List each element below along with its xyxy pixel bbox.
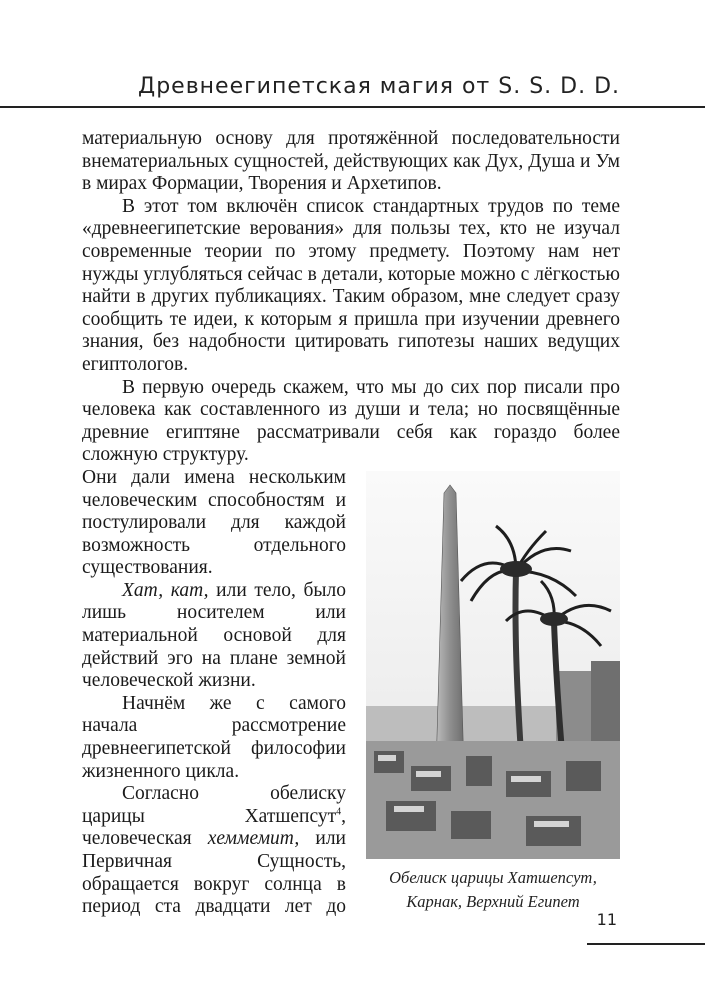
paragraph-1: материальную основу для протяжённой последовательности внематериальных сущностей, действующих как Дух, Душа и Ум в мирах Формации, Творения и Архетипов. bbox=[82, 128, 620, 195]
paragraph-2: В этот том включён список стандартных трудов по теме «древнеегипетские верования» для пользы тех, кто не изучал современные теории по этому предмету. Поэтому нам нет нужды углубляться сейчас в детали, которые можно с лёгкостью найти в других публикациях. Таким образом, мне следует сразу сообщить те идеи, к которым я пришла при изучении древнего знания, без надобности цитировать гипотезы наших ведущих египтологов. bbox=[82, 195, 620, 375]
paragraph-5: Начнём же с самого начала рассмотрение древнеегипетской философии жизненного цикла. bbox=[82, 692, 346, 782]
figure-caption bbox=[366, 866, 620, 914]
page-body bbox=[82, 128, 620, 919]
paragraph-4-text: или тело, было лишь носителем или материальной основой для действий эго на плане земной человеческой жизни. bbox=[82, 579, 347, 692]
footnote-marker[interactable]: 4 bbox=[336, 806, 342, 818]
footer-divider bbox=[587, 943, 705, 945]
header-divider bbox=[0, 106, 705, 108]
paragraph-6-start: Согласно обелиску царицы Хатшепсут bbox=[82, 783, 346, 827]
term-hemmemit: хеммемит, bbox=[207, 828, 300, 850]
running-header: Древнеегипетская магия от S. S. D. D. bbox=[138, 74, 620, 99]
caption-line-2: Карнак, Верхний Египет bbox=[406, 891, 580, 911]
caption-line-1: Обелиск царицы Хатшепсут, bbox=[389, 867, 597, 887]
paragraph-3b: Они дали имена нескольким человеческим способностям и постулировали для каждой возможность отдельного существования. bbox=[82, 466, 346, 579]
term-hat-kat: Хат, кат, bbox=[122, 579, 209, 601]
obelisk-photo bbox=[366, 471, 620, 859]
paragraph-6-end: или Первичная Сущность, обращается вокруг солнца в период ста двадцати лет до bbox=[82, 828, 346, 918]
figure bbox=[366, 467, 620, 918]
paragraph-3a: В первую очередь скажем, что мы до сих пор писали про человека как составленного из души и тела; но посвящённые древние египтяне рассматривали себя как гораздо более сложную структуру. bbox=[82, 376, 620, 466]
page-number: 11 bbox=[596, 910, 617, 929]
paragraph-6-mid: , человеческая bbox=[82, 805, 346, 850]
